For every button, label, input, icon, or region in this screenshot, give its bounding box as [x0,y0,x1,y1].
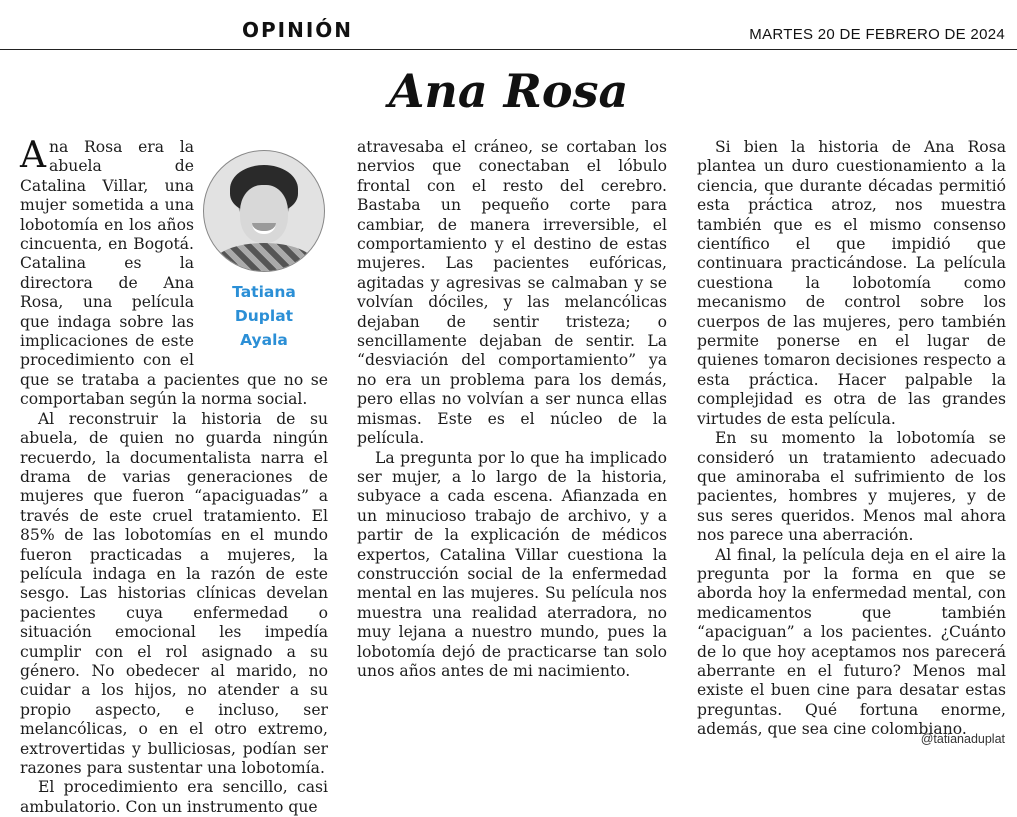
paragraph-6: Si bien la historia de Ana Rosa plantea un duro cuestionamiento a la ciencia, que durante décadas permitió esta práctica atroz, nos muestra también que es el mismo consenso científico el que impidió que continuara practicándose. La película cuestiona la lobotomía como mecanismo de control sobre los cuerpos de las mujeres, pero también permite ponerse en el lugar de quienes tomaron decisiones respecto a esta práctica. Hacer palpable la complejidad es otra de las grandes virtudes de esta película. [697,138,1006,428]
column-3 [697,138,1006,740]
paragraph-8: Al final, la película deja en el aire la pregunta por la forma en que se aborda hoy la enfermedad mental, con medicamentos que también “apaciguan” a los pacientes. ¿Cuánto de lo que hoy aceptamos nos parecerá aberrante en el futuro? Menos mal existe el buen cine para desatar estas preguntas. Qué fortuna enorme, además, que sea cine colombiano. [697,545,1006,739]
drop-cap: A [20,135,46,176]
header-rule [0,49,1017,50]
author-handle: @tatianaduplat [920,732,1005,746]
author-name: Tatiana Duplat Ayala [232,283,296,349]
article-title: Ana Rosa [388,64,629,118]
paragraph-1-text: na Rosa era la abuela de Catalina Villar, una mujer sometida a una lobotomía en los años cincuenta, en Bogotá. Catalina es la directora de Ana Rosa, una película que indaga sobre las implicaciones de este procedimiento con el que se trataba a pacientes que no se comportaban según la norma social. [20,138,328,409]
paragraph-2: Al reconstruir la historia de su abuela, de quien no guarda ningún recuerdo, la documentalista narra el drama de varias generaciones de mujeres que fueron “apaciguadas” a través de este cruel tratamiento. El 85% de las lobotomías en el mundo fueron practicadas a mujeres, la película indaga en la razón de este sesgo. Las historias clínicas develan pacientes cuya enfermedad o situación emocional les impedía cumplir con el rol asignado a su género. No obedecer al marido, no cuidar a los hijos, no atender a su propio aspecto, e incluso, ser melancólicas, o en el otro extremo, extrovertidas y bulliciosas, podían ser razones para sustentar una lobotomía. [20,409,328,777]
paragraph-4: atravesaba el cráneo, se cortaban los nervios que conectaban el lóbulo frontal con el resto del cerebro. Bastaba un pequeño corte para cambiar, de manera irreversible, el comportamiento y el destino de estas mujeres. Las pacientes eufóricas, agitadas y agresivas se calmaban y se volvían dóciles, y las melancólicas dejaban de sentir tristeza; o sencillamente dejaban de sentir. La “desviación del comportamiento” ya no era un problema para los demás, pero ellas no volvían a ser nunca ellas mismas. Este es el núcleo de la película. [357,138,667,448]
publication-date: MARTES 20 DE FEBRERO DE 2024 [749,26,1005,43]
section-label: OPINIÓN [242,18,354,42]
paragraph-7: En su momento la lobotomía se consideró un tratamiento adecuado que aminoraba el sufrimiento de los pacientes, hombres y mujeres, y de sus seres queridos. Menos mal ahora nos parece una aberración. [697,429,1006,545]
paragraph-5: La pregunta por lo que ha implicado ser mujer, a lo largo de la historia, subyace a cada escena. Afianzada en un minucioso trabajo de archivo, y a partir de la explicación de médicos expertos, Catalina Villar cuestiona la construcción social de la enfermedad mental en las mujeres. Su película nos muestra una realidad aterradora, no muy lejana a nuestro mundo, pues la lobotomía dejó de practicarse tan solo unos años antes de mi nacimiento. [357,448,667,680]
paragraph-3: El procedimiento era sencillo, casi ambulatorio. Con un instrumento que [20,778,328,816]
author-photo [203,150,325,272]
column-2 [357,138,667,681]
column-1 [20,135,328,817]
paragraph-1 [20,135,328,410]
author-box [200,138,328,360]
